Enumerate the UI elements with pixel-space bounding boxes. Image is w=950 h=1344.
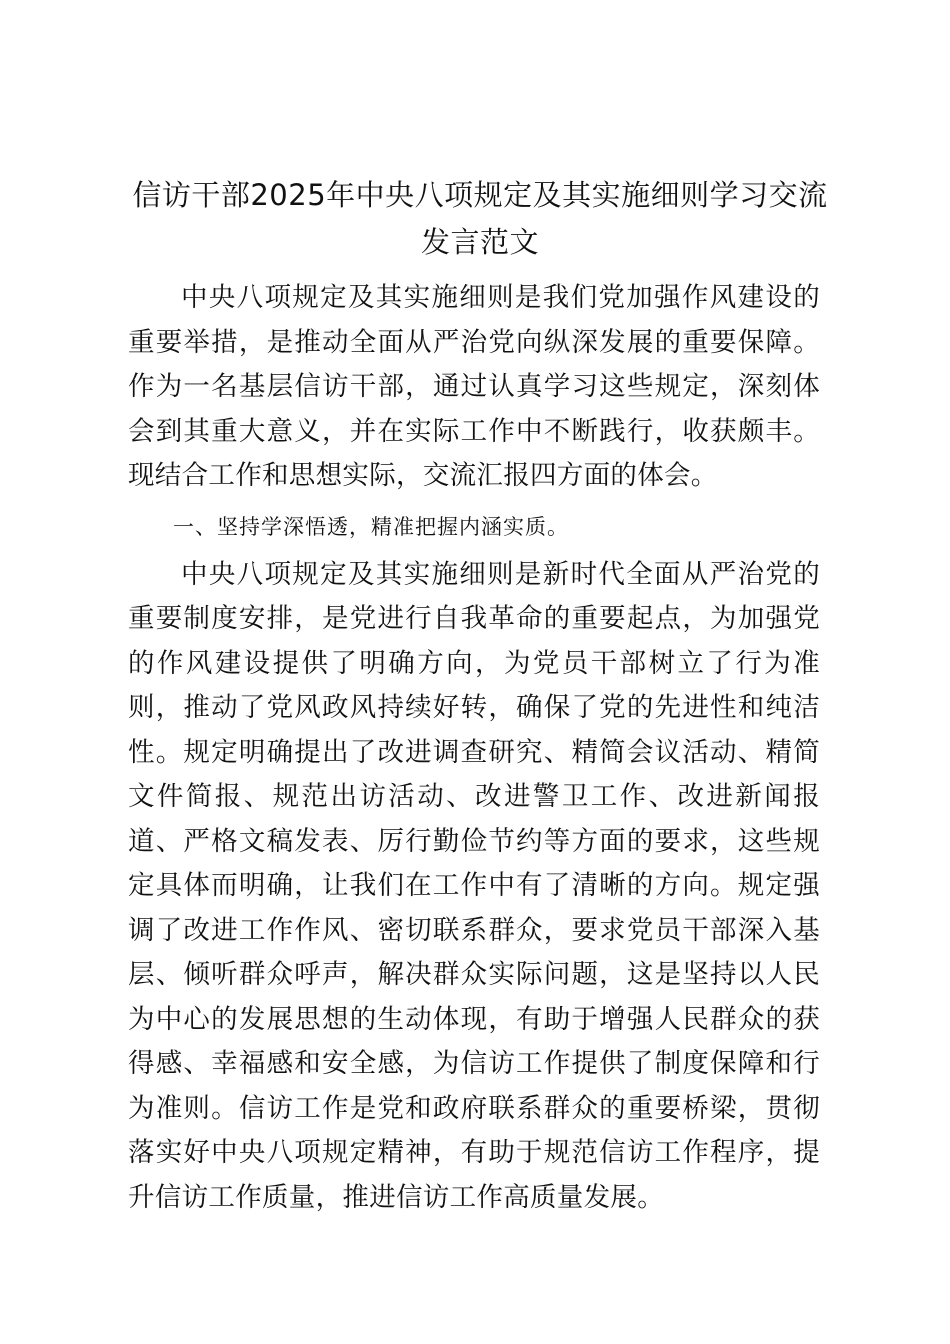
section-heading: 一、坚持学深悟透，精准把握内涵实质。	[173, 514, 569, 539]
document-body	[128, 276, 820, 1220]
intro-paragraph: 中央八项规定及其实施细则是我们党加强作风建设的重要举措，是推动全面从严治党向纵深发展的重要保障。作为一名基层信访干部，通过认真学习这些规定，深刻体会到其重大意义，并在实际工作中不断践行，收获颇丰。现结合工作和思想实际，交流汇报四方面的体会。	[128, 282, 820, 491]
document-title: 信访干部2025年中央八项规定及其实施细则学习交流发言范文	[132, 178, 828, 259]
section-paragraph: 中央八项规定及其实施细则是新时代全面从严治党的重要制度安排，是党进行自我革命的重要起点，为加强党的作风建设提供了明确方向，为党员干部树立了行为准则，推动了党风政风持续好转，确保了党的先进性和纯洁性。规定明确提出了改进调查研究、精简会议活动、精简文件简报、规范出访活动、改进警卫工作、改进新闻报道、严格文稿发表、厉行勤俭节约等方面的要求，这些规定具体而明确，让我们在工作中有了清晰的方向。规定强调了改进工作作风、密切联系群众，要求党员干部深入基层、倾听群众呼声，解决群众实际问题，这是坚持以人民为中心的发展思想的生动体现，有助于增强人民群众的获得感、幸福感和安全感，为信访工作提供了制度保障和行为准则。信访工作是党和政府联系群众的重要桥梁，贯彻落实好中央八项规定精神，有助于规范信访工作程序，提升信访工作质量，推进信访工作高质量发展。	[128, 558, 820, 1213]
